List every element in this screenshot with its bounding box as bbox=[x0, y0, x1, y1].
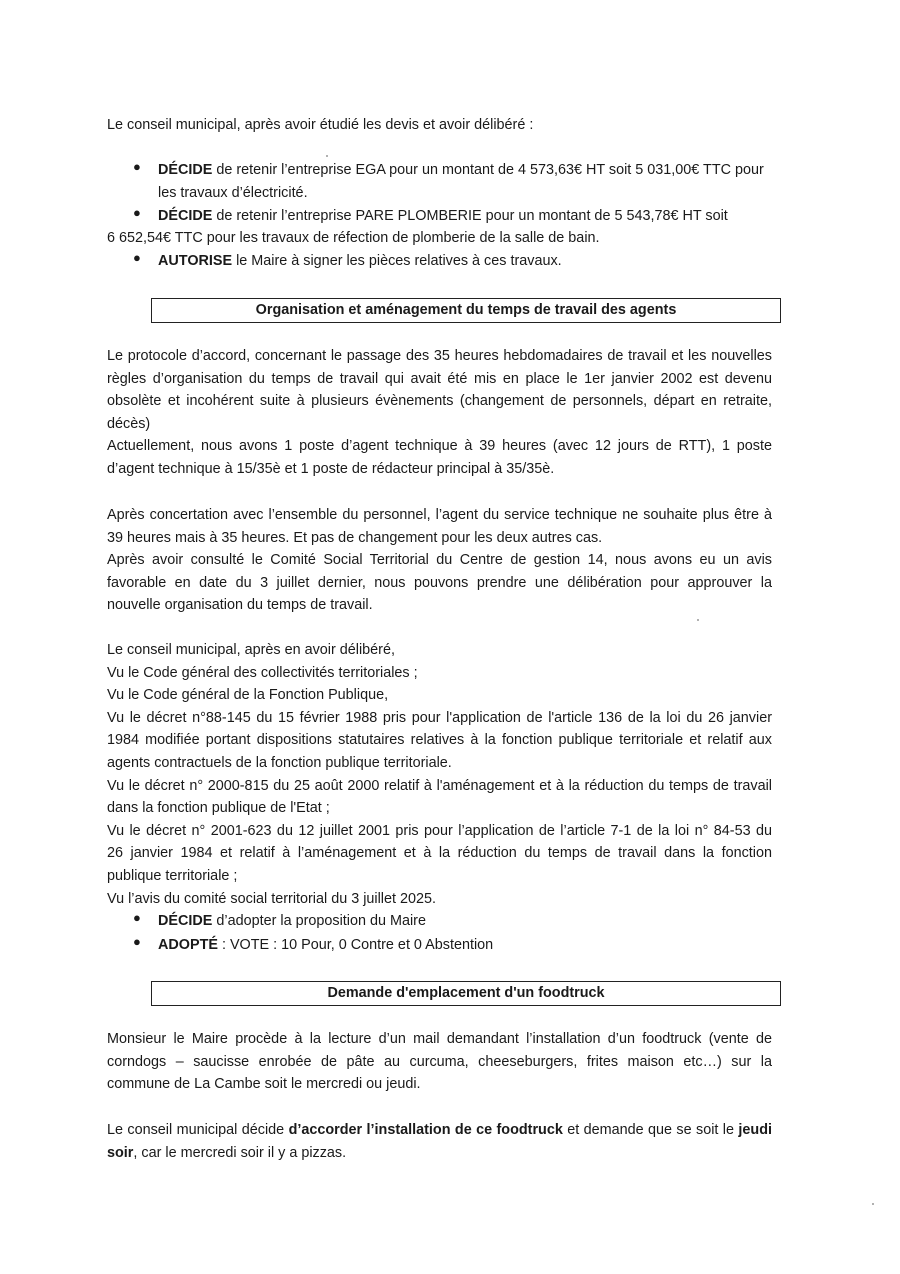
section-title-temps-de-travail: Organisation et aménagement du temps de travail des agents bbox=[151, 298, 781, 323]
deliberation-paragraph: Le conseil municipal, après en avoir délibéré, Vu le Code général des collectivités territoriales ; Vu le Code général de la Fonction Publique, Vu le décret n°88-145 du 15 février 1988 pris pour l'application de l'article 136 de la loi du 26 janvier 1984 modifiée portant dispositions statutaires relatives à la fonction publique territoriale et relatif aux agents contractuels de la fonction publique territoriale. Vu le décret n° 2000-815 du 25 août 2000 relatif à l'aménagement et à la réduction du temps de travail dans la fonction publique de l'Etat ; Vu le décret n° 2001-623 du 12 juillet 2001 pris pour l’application de l’article 7-1 de la loi n° 84-53 du 26 janvier 1984 et relatif à l’aménagement et à la réduction du temps de travail dans la fonction publique territoriale ; Vu l’avis du comité social territorial du 3 juillet 2025. bbox=[107, 642, 772, 907]
bullet-icon: ● bbox=[133, 250, 141, 265]
concertation-paragraph: Après concertation avec l’ensemble du personnel, l’agent du service technique ne souhaite plus être à 39 heures mais à 35 heures. Et pas de changement pour les deux autres cas. Après avoir consulté le Comité Social Territorial du Centre de gestion 14, nous avons eu un avis favorable en date du 3 juillet dernier, nous pouvons prendre une délibération pour approuver la nouvelle organisation du temps de travail. bbox=[107, 507, 772, 614]
foodtruck-decision-paragraph: Le conseil municipal décide d’accorder l’installation de ce foodtruck et demande que se soit le jeudi soir, car le mercredi soir il y a pizzas. bbox=[107, 1122, 772, 1161]
bullet-icon: ● bbox=[133, 934, 141, 949]
scan-speck bbox=[697, 619, 699, 621]
section-title-foodtruck: Demande d'emplacement d'un foodtruck bbox=[151, 981, 781, 1006]
bullet-icon: ● bbox=[133, 205, 141, 220]
scan-speck bbox=[326, 155, 328, 157]
bullet-icon: ● bbox=[133, 910, 141, 925]
foodtruck-request-paragraph: Monsieur le Maire procède à la lecture d’un mail demandant l’installation d’un foodtruck (vente de corndogs – saucisse enrobée de pâte au curcuma, cheeseburgers, frites maison etc…) sur la commune de La Cambe soit le mercredi ou jeudi. bbox=[107, 1031, 772, 1093]
bullet-icon: ● bbox=[133, 159, 141, 174]
protocol-paragraph: Le protocole d’accord, concernant le passage des 35 heures hebdomadaires de travail et les nouvelles règles d’organisation du temps de travail qui avait été mis en place le 1er janvier 2002 est devenu obsolète et incohérent suite à plusieurs évènements (changement de personnels, départ en retraite, décès) Actuellement, nous avons 1 poste d’agent technique à 39 heures (avec 12 jours de RTT), 1 poste d’agent technique à 15/35è et 1 poste de rédacteur principal à 35/35è. bbox=[107, 348, 772, 477]
intro-paragraph: Le conseil municipal, après avoir étudié les devis et avoir délibéré : bbox=[107, 117, 534, 133]
bullet-decide-plomberie-continuation: 6 652,54€ TTC pour les travaux de réfection de plomberie de la salle de bain. bbox=[107, 230, 600, 246]
scan-speck bbox=[872, 1203, 874, 1205]
document-page: Le conseil municipal, après avoir étudié les devis et avoir délibéré : ● DÉCIDE de retenir l’entreprise EGA pour un montant de 4 573,63€ HT soit 5 031,00€ TTC pour les travaux d’électricité. ● DÉCIDE de retenir l’entreprise PARE PLOMBERIE pour un montant de 5 543,78€ HT soit 6 652,54€ TTC pour les travaux de réfection de plomberie de la salle de bain. ● AUTORISE le Maire à signer les pièces relatives à ces travaux. Organisation et aménagement du temps de travail des agents Le protocole d’accord, concernant le passage des 35 heures hebdomadaires de travail et les nouvelles règles d’organisation du temps de travail qui avait été mis en place le 1er janvier 2002 est devenu obsolète et incohérent suite à plusieurs évènements (changement de personnels, départ en retraite, décès) Actuellement, nous avons 1 poste d’agent technique à 39 heures (avec 12 jours de RTT), 1 poste d’agent technique à 15/35è et 1 poste de rédacteur principal à 35/35è. Après concertation avec l’ensemble du personnel, l’agent du service technique ne souhaite plus être à 39 heures mais à 35 heures. Et pas de changement pour les deux autres cas. Après avoir consulté le Comité Social Territorial du Centre de gestion 14, nous avons eu un avis favorable en date du 3 juillet dernier, nous pouvons prendre une délibération pour approuver la nouvelle organisation du temps de travail. Le conseil municipal, après en avoir délibéré, Vu le Code général des collectivités territoriales ; Vu le Code général de la Fonction Publique, Vu le décret n°88-145 du 15 février 1988 pris pour l'application de l'article 136 de la loi du 26 janvier 1984 modifiée portant dispositions statutaires relatives à la fonction publique territoriale et relatif aux agents contractuels de la fonction publique territoriale. Vu le décret n° 2000-815 du 25 août 2000 relatif à l'aménagement et à la réduction du temps de travail dans la fonction publique de l'Etat ; Vu le décret n° 2001-623 du 12 juillet 2001 pris pour l’application de l’article 7-1 de la loi n° 84-53 du 26 janvier 1984 et relatif à l’aménagement et à la réduction du temps de travail dans la fonction publique territoriale ; Vu l’avis du comité social territorial du 3 juillet 2025. ● DÉCIDE d’adopter la proposition du Maire ● ADOPTÉ : VOTE : 10 Pour, 0 Contre et 0 Abstention Demande d'emplacement d'un foodtruck Monsieur le Maire procède à la lecture d’un mail demandant l’installation d’un foodtruck (vente de corndogs – saucisse enrobée de pâte au curcuma, cheeseburgers, frites maison etc…) sur la commune de La Cambe soit le mercredi ou jeudi. Le conseil municipal décide d’accorder l’installation de ce foodtruck et demande que se soit le jeudi soir, car le mercredi soir il y a pizzas. bbox=[0, 0, 900, 1274]
